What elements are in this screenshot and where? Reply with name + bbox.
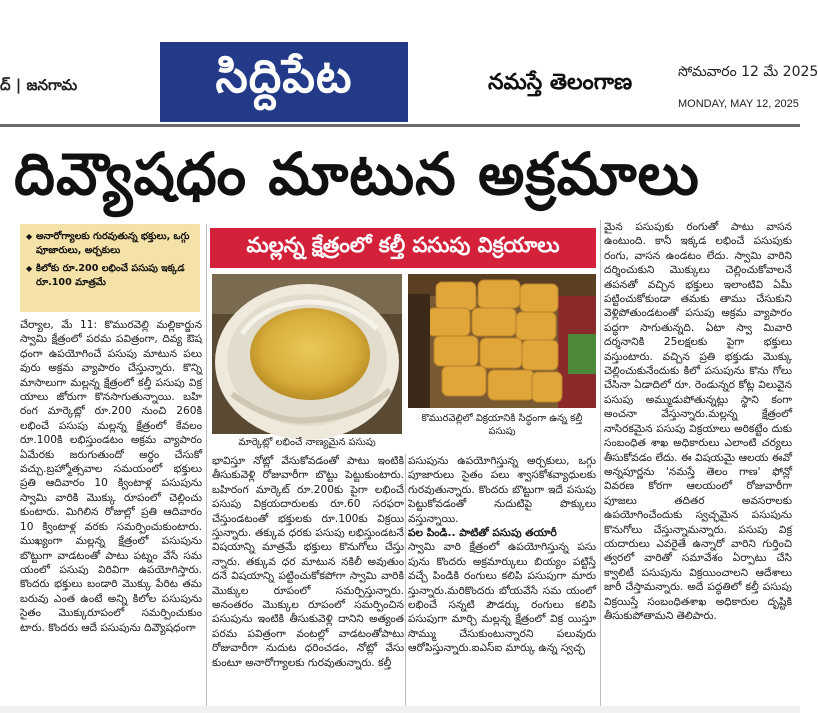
article-column-3 [408,454,596,704]
article-column-2 [212,454,404,704]
article-subheading: పల పిండి.. పాటితో పసుపు తయారీ [408,527,557,540]
highlights-box [20,224,200,312]
article-column-4 [604,220,792,704]
masthead-divider [0,124,800,127]
article-headline: దివ్యౌషధం మాటున అక్రమాలు [14,140,700,208]
date-telugu: సోమవారం 12 మే 2025 [678,64,818,80]
newspaper-brand: నమస్తే తెలంగాణ [488,70,633,95]
article-text: స్వామి వారి క్షేత్రంలో ఉపయోగిస్తున్న పసు పును కొందరు అక్రమార్కులు బియ్యం పట్టిస్తే వచ్చే పిండికి రంగులు కలిపి పసుపుగా మారు స్తున్నారు.మరికొందరు బోయవేసే సమ యంలో లభించే సన్నటి పౌడర్కు రంగులు కలిపి పసుపుగా మార్చి మల్లన్న క్షేత్రంలో విక్ర యిస్తూ సొమ్ము చేసుకుంటున్నారని పలువురు ఆరోపిస్తున్నారు.ఐఎస్ఐ మార్కు ఉన్న స్వచ్ఛ [408,541,596,655]
edition-title: సిద్దిపేట [160,42,408,122]
photo-caption-left: మార్కెట్లో లభించే నాణ్యమైన పసుపు [238,437,376,448]
column-divider [405,454,406,706]
highlight-item: ◆ కిలోకు రూ.200 లభించే పసుపు ఇక్కడ రూ.100 మాత్రమే [26,262,194,290]
sub-headline-banner: మల్లన్న క్షేత్రంలో కల్తీ పసుపు విక్రయాలు [210,228,596,268]
district-label: ద్ | జనగామ [0,76,78,94]
date-english: MONDAY, MAY 12, 2025 [678,98,799,110]
turmeric-packets-photo [408,274,596,408]
turmeric-packets-image [408,274,596,408]
article-text: చేర్యాల, మే 11: కొమురవెల్లి మల్లికార్జున స్వామి క్షేత్రంలో పరమ పవిత్రంగా, దివ్య ఔష ధంగా ఉపయోగించే పసుపు మాటున పలు వురు అక్రమ వ్యాపారం చేస్తున్నారు. కొన్ని మాసాలుగా మల్లన్న క్షేత్రంలో కల్తీ పసుపు విక్ర యాలు జోరుగా కొనసాగుతున్నాయి. బహి రంగ మార్కెట్లో రూ.200 నుంచి 260కి లభించే పసుపు మల్లన్న క్షేత్రంలో కేవలం రూ.100కి లభిస్తుండటం అక్రమ వ్యాపారం ఏమేరకు జరుగుతుందో అర్థం చేసుకో వచ్చు.బ్రహ్మోత్సవాల సమయంలో భక్తులు ప్రతి ఆదివారం 10 క్వింటాళ్ల పసుపును స్వామి వారికి మొక్కు రూపంలో చెల్లించు కుంటారు. మిగిలిన రోజుల్లో ప్రతి ఆదివారం 10 క్వింటాళ్ల వరకు సమర్పించుకుంటారు. ముఖ్యంగా మల్లన్న క్షేత్రంలో పసుపును బొట్టుగా వాడటంతో పాటు పట్నం వేసే సమ యంలో పసుపు విరివిగా ఉపయోగిస్తారు. కొందరు భక్తులు బండారి మొక్కు పేరిట తమ బరువు ఎంత ఉంటే అన్ని కిలోల పసుపును సైతం మొక్కురూపంలో సమర్పించుకుం టారు. కొందరు ఆదే పసుపును దివ్యౌషధంగా [20,319,202,634]
column-divider [206,224,207,706]
article-text: భావిస్తూ నోట్లో వేసుకోవడంతో పాటు ఇంటికి తీసుకువెళ్లి రోజువారీగా బొట్టు పెట్టుకుంటారు. బహిరంగ మార్కెట్ రూ.200కు పైగా లభించే పసుపు విక్రయదారులకు రూ.60 సరఫరా చేస్తుండటంతో భక్తులకు రూ.100కు విక్రయి స్తున్నారు. తక్కువ ధరకు పసుపు లభిస్తుండటనే విషయాన్ని మాత్రమే భక్తులు కొనుగోలు చేస్తు న్నారు. తక్కువ ధర మాటున నకిలీ అవుతుం దనే విషయాన్ని పట్టించుకోకపోగా స్వామి వారికి మొక్కుల రూపంలో సమర్పిస్తున్నారు. అనంతరం మొక్కుల రూపంలో సమర్పించిన పసుపును ఇంటికి తీసుకువెళ్లి దానిని అత్యంత పరమ పవిత్రంగా వంటల్లో వాడటంతోపాటు రోజువారీగా నుదుట ధరించడం, నోట్లో వేసు కుంటూ అనారోగ్యాలకు గురవుతున్నారు. కల్తీ [212,455,404,669]
photo-caption-right: కొమురవెల్లిలో విక్రయానికి సిద్ధంగా ఉన్న కల్తీ పసుపు [421,413,583,437]
article-text: మైన పసుపుకు రంగుతో పాటు వాసన ఉంటుంది. కానీ ఇక్కడ లభించే పసుపుకు రంగు, వాసన ఉండటం లేదు. స్వామి వారిని దర్శించుకుని మొక్కులు చెల్లించుకోవాలనే తపనతో వచ్చిన భక్తులు ఇలాంటివి ఏమీ పట్టించుకోకుండా తమకు తాము చేసుకుని వెళ్లిపోతుండటంతో పసుపు అక్రమ వ్యాపారం పద్ధగా సాగుతున్నది. ఏటా స్వా మివారి దర్శనానికి 25లక్షలకు పైగా భక్తులు వస్తుంటారు. వచ్చిన ప్రతి భక్తుడు మొక్కు చెల్లించుకునేందుకు కిలో పసుపును కొను గోలు చేసినా ఏడాదిలో రూ. రెండున్నర కోట్ల విలువైన పసుపు అమ్ముడుపోతున్నట్లు స్థాని కంగా అంచనా వేస్తున్నారు.మల్లన్న క్షేత్రంలో నాసిరకమైన పసుపు విక్రయాలు అరికట్టేం దుకు సంబంధిత శాఖ అధికారులు ఎలాంటి చర్యలు తీసుకోవడం లేదు. ఈ విషయమై ఆలయ ఈవో అన్నపూర్ణను 'నమస్తే తెలం గాణ' ఫోన్లో వివరణ కోరగా ఆలయంలో రోజువారీగా పూజలు తదితర అవసరాలకు ఉపయోగించేందుకు స్వచ్ఛమైన పసుపును కొనుగోలు చేస్తున్నామన్నారు. పసుపు విక్ర యదారులు ఎవరైతే ఉన్నారో వారిని గుర్తించి త్వరలో వారితో సమావేశం ఏర్పాటు చేసి క్వాలిటీ పసుపును విక్రయించాలని ఆదేశాలు జారీ చేస్తామన్నారు. అదే పద్ధతిలో కల్తీ పసుపు విక్రయిస్తే సంబంధితశాఖ అధికారుల దృష్టికి తీసుకుపోతామని తెలిపారు. [604,221,792,622]
highlight-item: ◆ అనారోగ్యాలకు గురవుతున్న భక్తులు, ఒగ్గు పూజారులు, అర్చకులు [26,230,194,258]
turmeric-sack-photo [212,274,402,434]
column-divider [600,220,601,706]
article-text: పసుపును ఉపయోగిస్తున్న అర్చకులు, ఒగ్గు పూజారులు సైతం పలు శ్వాసకోశవ్యాధులకు గురవుతున్నారు. కొందరు బొట్టుగా ఇదే పసుపు పెట్టుకోవడంతో నుదుటిపై పొక్కులు వస్తున్నాయి. [408,455,596,525]
article-column-1 [20,318,202,704]
page-bottom-edge [0,706,800,713]
turmeric-sack-image [212,274,402,434]
